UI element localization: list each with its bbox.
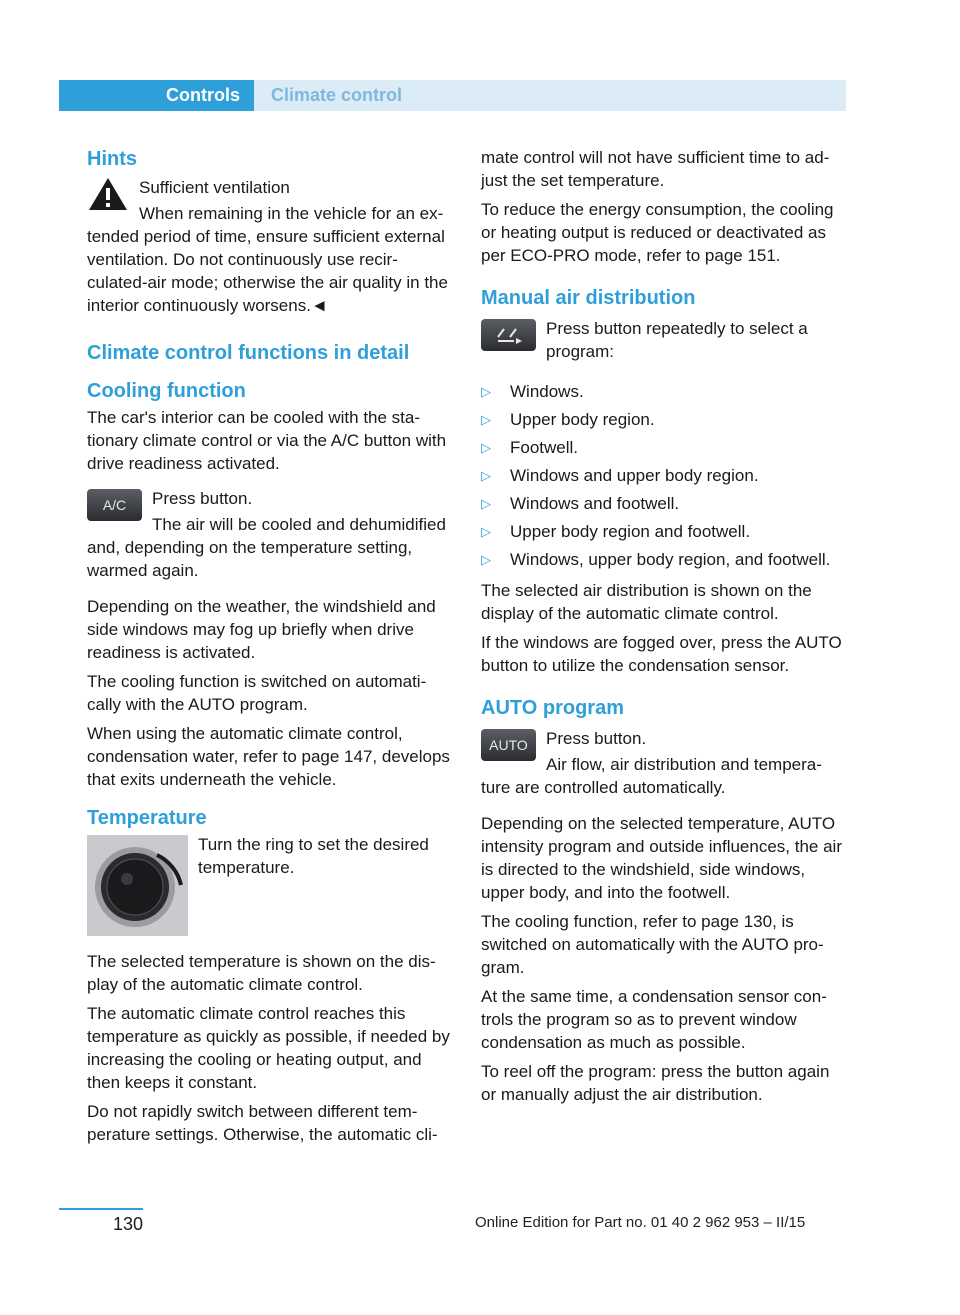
warning-text: When remaining in the vehicle for an extended period of time, ensure sufficient external ventilation. Do not continuously use recirculated-air mode; otherwise the air quality in the interior continuously worsens.◄ xyxy=(87,204,448,315)
bullet-triangle-icon: ▷ xyxy=(481,552,491,567)
bullet-triangle-icon: ▷ xyxy=(481,412,491,427)
manual-block xyxy=(481,317,845,366)
list-item: ▷ Windows, upper body region, and footwell. xyxy=(481,550,831,569)
auto-button-image: AUTO xyxy=(481,729,536,761)
list-item: ▷ Windows and upper body region. xyxy=(481,466,759,485)
continued-p2: To reduce the energy consumption, the cooling or heating output is reduced or deactivated as per ECO-PRO mode, refer to page 151. xyxy=(481,200,834,265)
right-column xyxy=(481,146,845,1112)
temperature-heading: Temperature xyxy=(87,807,207,829)
list-item: ▷ Upper body region. xyxy=(481,410,655,429)
bullet-triangle-icon: ▷ xyxy=(481,384,491,399)
ac-button-image: A/C xyxy=(87,489,142,521)
page-number: 130 xyxy=(112,1214,143,1234)
bullet-triangle-icon: ▷ xyxy=(481,496,491,511)
functions-heading: Climate control functions in detail xyxy=(87,342,410,364)
chapter-tab: Controls xyxy=(59,80,254,111)
auto-p3: At the same time, a condensation sensor controls the program so as to prevent window condensation as much as possible. xyxy=(481,987,827,1052)
list-item: ▷ Footwell. xyxy=(481,438,579,457)
temperature-block xyxy=(87,833,451,936)
temperature-instruction: Turn the ring to set the desired temperature. xyxy=(198,835,429,877)
air-distribution-icon xyxy=(481,319,536,351)
bullet-triangle-icon: ▷ xyxy=(481,440,491,455)
warning-block xyxy=(87,176,451,320)
edition-note: Online Edition for Part no. 01 40 2 962 953 – II/15 xyxy=(475,1214,806,1231)
bullet-triangle-icon: ▷ xyxy=(481,524,491,539)
cooling-p2: The cooling function is switched on automatically with the AUTO program. xyxy=(87,672,427,714)
list-item: ▷ Upper body region and footwell. xyxy=(481,522,751,541)
section-tab: Climate control xyxy=(254,80,846,111)
left-column xyxy=(87,146,451,1152)
ac-text: The air will be cooled and dehumidified and, depending on the temperature setting, warmed again. xyxy=(87,515,446,580)
temperature-dial-icon xyxy=(87,835,188,936)
program-list xyxy=(481,380,845,571)
manual-p2: If the windows are fogged over, press the AUTO button to utilize the condensation sensor. xyxy=(481,633,842,675)
auto-p2: The cooling function, refer to page 130, is switched on automatically with the AUTO program. xyxy=(481,912,824,977)
continued-p1: mate control will not have sufficient time to adjust the set temperature. xyxy=(481,148,830,190)
page-header xyxy=(59,80,846,111)
auto-p4: To reel off the program: press the button again or manually adjust the air distribution. xyxy=(481,1062,830,1104)
auto-heading: AUTO program xyxy=(481,697,624,719)
bullet-triangle-icon: ▷ xyxy=(481,468,491,483)
auto-text: Air flow, air distribution and temperature are controlled automatically. xyxy=(481,755,822,797)
manual-heading: Manual air distribution xyxy=(481,287,696,309)
cooling-intro: The car's interior can be cooled with the stationary climate control or via the A/C button with drive readiness activated. xyxy=(87,408,447,473)
auto-press: Press button. xyxy=(546,729,647,748)
temp-p2: The automatic climate control reaches this temperature as quickly as possible, if needed by increasing the cooling or heating output, and then keeps it constant. xyxy=(87,1004,450,1092)
temp-p1: The selected temperature is shown on the display of the automatic climate control. xyxy=(87,952,436,994)
warning-triangle-icon xyxy=(87,176,129,212)
cooling-heading: Cooling function xyxy=(87,380,246,402)
footer-rule xyxy=(59,1208,143,1210)
auto-p1: Depending on the selected temperature, AUTO intensity program and outside influences, the air is directed to the windshield, side windows, upper body, and into the footwell. xyxy=(481,814,842,902)
list-item: ▷ Windows. xyxy=(481,382,584,401)
hints-heading: Hints xyxy=(87,148,137,170)
ac-press: Press button. xyxy=(152,489,253,508)
auto-block xyxy=(481,727,845,802)
cooling-p1: Depending on the weather, the windshield and side windows may fog up briefly when drive readiness is activated. xyxy=(87,597,436,662)
manual-p1: The selected air distribution is shown on the display of the automatic climate control. xyxy=(481,581,812,623)
cooling-p3: When using the automatic climate control, condensation water, refer to page 147, develops that exits underneath the vehicle. xyxy=(87,724,450,789)
list-item: ▷ Windows and footwell. xyxy=(481,494,680,513)
manual-instruction: Press button repeatedly to select a program: xyxy=(546,319,808,361)
ac-block xyxy=(87,487,451,585)
temp-p3: Do not rapidly switch between different temperature settings. Otherwise, the automatic cli- xyxy=(87,1102,438,1144)
warning-title: Sufficient ventilation xyxy=(139,178,290,197)
